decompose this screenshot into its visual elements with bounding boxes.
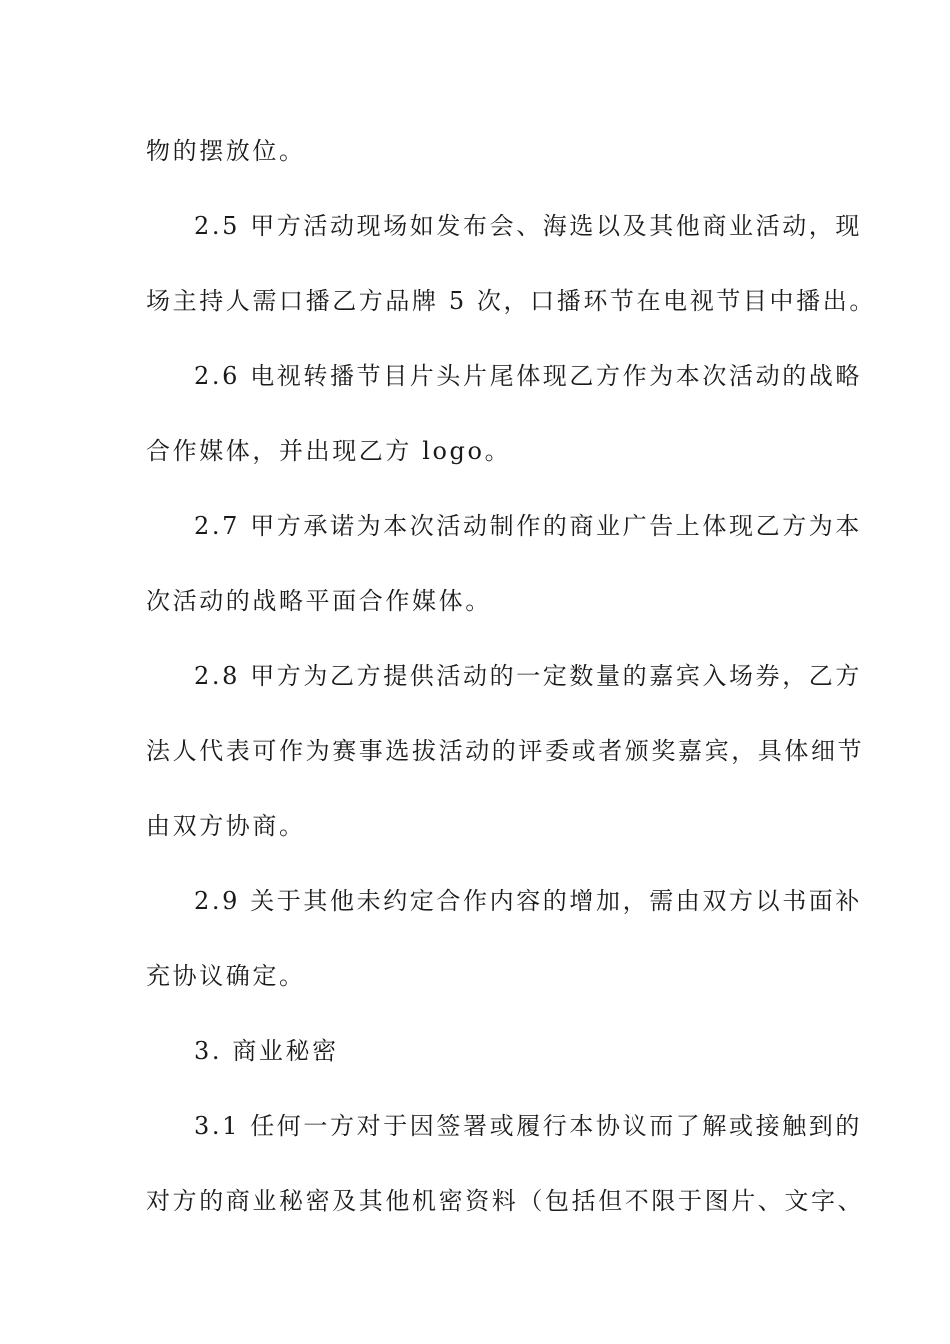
clause-2-5-line-1: 2.5 甲方活动现场如发布会、海选以及其他商业活动，现 xyxy=(194,212,862,240)
text-line-continuation: 物的摆放位。 xyxy=(146,137,306,165)
clause-2-9-line-2: 充协议确定。 xyxy=(146,962,306,990)
clause-2-9-line-1: 2.9 关于其他未约定合作内容的增加，需由双方以书面补 xyxy=(194,887,862,915)
clause-2-7-line-2: 次活动的战略平面合作媒体。 xyxy=(146,587,492,615)
section-3-heading: 3. 商业秘密 xyxy=(194,1037,339,1065)
clause-2-6-line-1: 2.6 电视转播节目片头片尾体现乙方作为本次活动的战略 xyxy=(194,362,862,390)
clause-2-8-line-3: 由双方协商。 xyxy=(146,812,306,840)
clause-2-8-line-1: 2.8 甲方为乙方提供活动的一定数量的嘉宾入场券，乙方 xyxy=(194,662,862,690)
clause-2-6-line-2: 合作媒体，并出现乙方 logo。 xyxy=(146,437,512,465)
clause-2-7-line-1: 2.7 甲方承诺为本次活动制作的商业广告上体现乙方为本 xyxy=(194,512,862,540)
clause-2-8-line-2: 法人代表可作为赛事选拔活动的评委或者颁奖嘉宾，具体细节 xyxy=(146,737,865,765)
clause-2-5-line-2: 场主持人需口播乙方品牌 5 次，口播环节在电视节目中播出。 xyxy=(146,287,876,315)
clause-3-1-line-1: 3.1 任何一方对于因签署或履行本协议而了解或接触到的 xyxy=(194,1112,862,1140)
clause-3-1-line-2: 对方的商业秘密及其他机密资料（包括但不限于图片、文字、 xyxy=(146,1187,865,1215)
